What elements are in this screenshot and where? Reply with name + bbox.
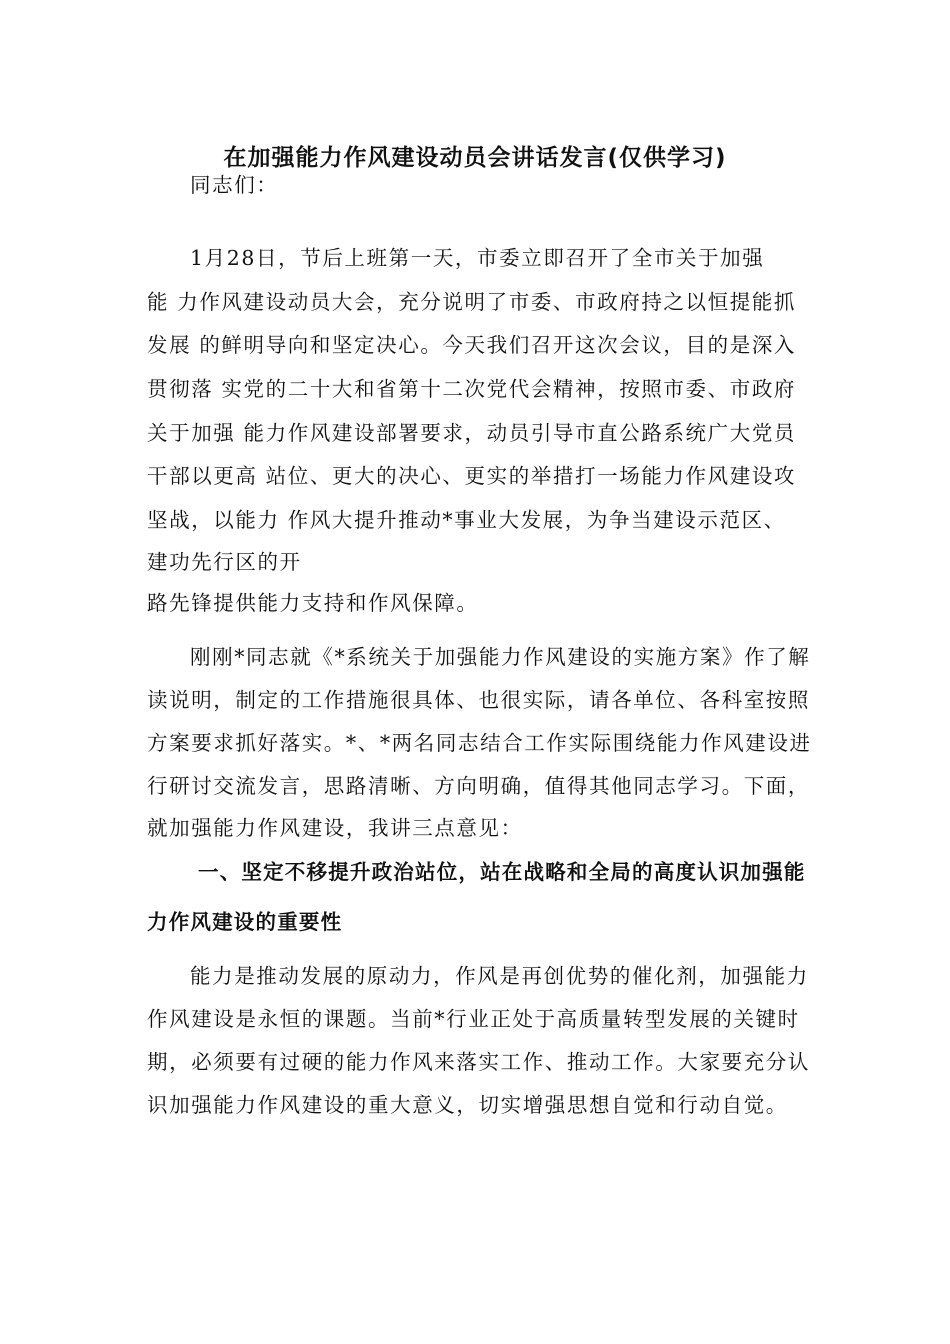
paragraph-1-line: 1月28日，节后上班第一天，市委立即召开了全市关于加强 — [190, 246, 765, 270]
greeting: 同志们： — [190, 173, 279, 197]
paragraph-3-line: 能力是推动发展的原动力，作风是再创优势的催化剂，加强能力 — [190, 964, 809, 988]
paragraph-3-line: 期，必须要有过硬的能力作风来落实工作、推动工作。大家要充分认 — [147, 1050, 810, 1074]
paragraph-3-line: 识加强能力作风建设的重大意义，切实增强思想自觉和行动自觉。 — [147, 1093, 788, 1117]
paragraph-2-line: 方案要求抓好落实。*、*两名同志结合工作实际围绕能力作风建设进 — [147, 731, 812, 755]
paragraph-1-line: 建功先行区的开 — [147, 550, 302, 574]
paragraph-1-line: 发展 的鲜明导向和坚定决心。今天我们召开这次会议，目的是深入 — [147, 333, 797, 357]
paragraph-1-line: 干部以更高 站位、更大的决心、更实的举措打一场能力作风建设攻 — [147, 464, 797, 488]
paragraph-1-line: 能 力作风建设动员大会，充分说明了市委、市政府持之以恒提能抓 — [147, 290, 797, 314]
paragraph-2-line: 行研讨交流发言，思路清晰、方向明确，值得其他同志学习。下面， — [147, 774, 810, 798]
section-heading-line: 力作风建设的重要性 — [147, 910, 343, 934]
document-title: 在加强能力作风建设动员会讲话发言(仅供学习) — [223, 145, 727, 171]
paragraph-2-line: 刚刚*同志就《*系统关于加强能力作风建设的实施方案》作了解 — [190, 645, 811, 669]
paragraph-3-line: 作风建设是永恒的课题。当前*行业正处于高质量转型发展的关键时 — [147, 1007, 800, 1031]
paragraph-1-line: 坚战，以能力 作风大提升推动*事业大发展，为争当建设示范区、 — [147, 508, 786, 532]
section-heading-line: 一、坚定不移提升政治站位，站在战略和全局的高度认识加强能 — [198, 860, 806, 884]
paragraph-2-line: 读说明，制定的工作措施很具体、也很实际，请各单位、各科室按照 — [147, 688, 810, 712]
paragraph-1-line: 路先锋提供能力支持和作风保障。 — [147, 591, 479, 615]
paragraph-2-line: 就加强能力作风建设，我讲三点意见： — [147, 816, 523, 840]
paragraph-1-line: 关于加强 能力作风建设部署要求，动员引导市直公路系统广大党员 — [147, 421, 797, 445]
paragraph-1-line: 贯彻落 实党的二十大和省第十二次党代会精神，按照市委、市政府 — [147, 377, 797, 401]
